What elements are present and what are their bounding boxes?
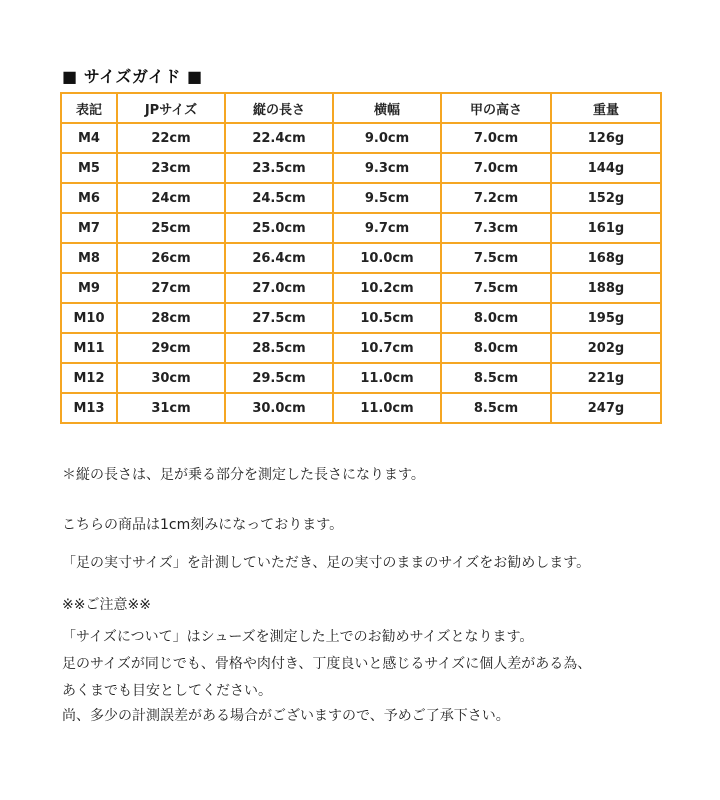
cell-weight: 188g xyxy=(551,273,661,303)
table-row xyxy=(61,213,661,243)
cell-jp-size: 22cm xyxy=(117,123,225,153)
caution-title: ※※ご注意※※ xyxy=(62,597,151,613)
cell-weight: 202g xyxy=(551,333,661,363)
cell-weight: 161g xyxy=(551,213,661,243)
cell-instep-height: 8.0cm xyxy=(441,303,551,333)
cell-length: 26.4cm xyxy=(225,243,333,273)
cell-width: 11.0cm xyxy=(333,393,441,423)
cell-jp-size: 30cm xyxy=(117,363,225,393)
cell-weight: 144g xyxy=(551,153,661,183)
cell-length: 23.5cm xyxy=(225,153,333,183)
table-row xyxy=(61,123,661,153)
cell-weight: 221g xyxy=(551,363,661,393)
cell-width: 10.5cm xyxy=(333,303,441,333)
cell-weight: 126g xyxy=(551,123,661,153)
header-jp-size: JPサイズ xyxy=(117,93,225,123)
cell-instep-height: 7.0cm xyxy=(441,153,551,183)
cell-length: 25.0cm xyxy=(225,213,333,243)
cell-weight: 168g xyxy=(551,243,661,273)
cell-instep-height: 7.5cm xyxy=(441,273,551,303)
increment-note: こちらの商品は1cm刻みになっております。 xyxy=(62,517,344,533)
cell-weight: 247g xyxy=(551,393,661,423)
cell-label: M7 xyxy=(61,213,117,243)
cell-length: 29.5cm xyxy=(225,363,333,393)
cell-instep-height: 8.5cm xyxy=(441,393,551,423)
size-guide-table xyxy=(60,92,662,424)
cell-instep-height: 7.0cm xyxy=(441,123,551,153)
cell-length: 28.5cm xyxy=(225,333,333,363)
cell-jp-size: 29cm xyxy=(117,333,225,363)
caution-line: あくまでも目安としてください。 xyxy=(62,683,272,699)
cell-weight: 152g xyxy=(551,183,661,213)
cell-jp-size: 24cm xyxy=(117,183,225,213)
cell-length: 27.0cm xyxy=(225,273,333,303)
cell-width: 10.2cm xyxy=(333,273,441,303)
table-row xyxy=(61,393,661,423)
table-row xyxy=(61,273,661,303)
cell-weight: 195g xyxy=(551,303,661,333)
caution-line: 「サイズについて」はシューズを測定した上でのお勧めサイズとなります。 xyxy=(62,629,534,645)
cell-jp-size: 25cm xyxy=(117,213,225,243)
cell-jp-size: 23cm xyxy=(117,153,225,183)
header-weight: 重量 xyxy=(551,93,661,123)
header-label: 表記 xyxy=(61,93,117,123)
cell-length: 30.0cm xyxy=(225,393,333,423)
cell-instep-height: 7.2cm xyxy=(441,183,551,213)
measure-note: ＊縦の長さは、足が乗る部分を測定した長さになります。 xyxy=(62,467,425,483)
cell-instep-height: 7.5cm xyxy=(441,243,551,273)
table-header-row xyxy=(61,93,661,123)
table-row xyxy=(61,303,661,333)
cell-label: M9 xyxy=(61,273,117,303)
table-row xyxy=(61,363,661,393)
cell-jp-size: 28cm xyxy=(117,303,225,333)
cell-instep-height: 8.0cm xyxy=(441,333,551,363)
cell-instep-height: 7.3cm xyxy=(441,213,551,243)
cell-instep-height: 8.5cm xyxy=(441,363,551,393)
header-width: 横幅 xyxy=(333,93,441,123)
cell-label: M6 xyxy=(61,183,117,213)
cell-length: 27.5cm xyxy=(225,303,333,333)
header-length: 縦の長さ xyxy=(225,93,333,123)
cell-width: 9.3cm xyxy=(333,153,441,183)
cell-label: M5 xyxy=(61,153,117,183)
cell-label: M4 xyxy=(61,123,117,153)
cell-width: 11.0cm xyxy=(333,363,441,393)
cell-width: 10.7cm xyxy=(333,333,441,363)
cell-jp-size: 27cm xyxy=(117,273,225,303)
size-guide-title: ■ サイズガイド ■ xyxy=(62,67,203,86)
cell-label: M8 xyxy=(61,243,117,273)
cell-width: 9.5cm xyxy=(333,183,441,213)
cell-length: 22.4cm xyxy=(225,123,333,153)
cell-label: M12 xyxy=(61,363,117,393)
recommend-note: 「足の実寸サイズ」を計測していただき、足の実寸のままのサイズをお勧めします。 xyxy=(62,555,591,571)
header-instep-height: 甲の高さ xyxy=(441,93,551,123)
cell-width: 9.7cm xyxy=(333,213,441,243)
cell-label: M10 xyxy=(61,303,117,333)
cell-length: 24.5cm xyxy=(225,183,333,213)
cell-jp-size: 26cm xyxy=(117,243,225,273)
cell-width: 10.0cm xyxy=(333,243,441,273)
table-row xyxy=(61,183,661,213)
table-row xyxy=(61,153,661,183)
cell-width: 9.0cm xyxy=(333,123,441,153)
caution-line: 尚、多少の計測誤差がある場合がございますので、予めご了承下さい。 xyxy=(62,708,510,724)
table-row xyxy=(61,333,661,363)
cell-label: M11 xyxy=(61,333,117,363)
caution-line: 足のサイズが同じでも、骨格や肉付き、丁度良いと感じるサイズに個人差がある為、 xyxy=(62,656,592,672)
cell-jp-size: 31cm xyxy=(117,393,225,423)
table-row xyxy=(61,243,661,273)
cell-label: M13 xyxy=(61,393,117,423)
